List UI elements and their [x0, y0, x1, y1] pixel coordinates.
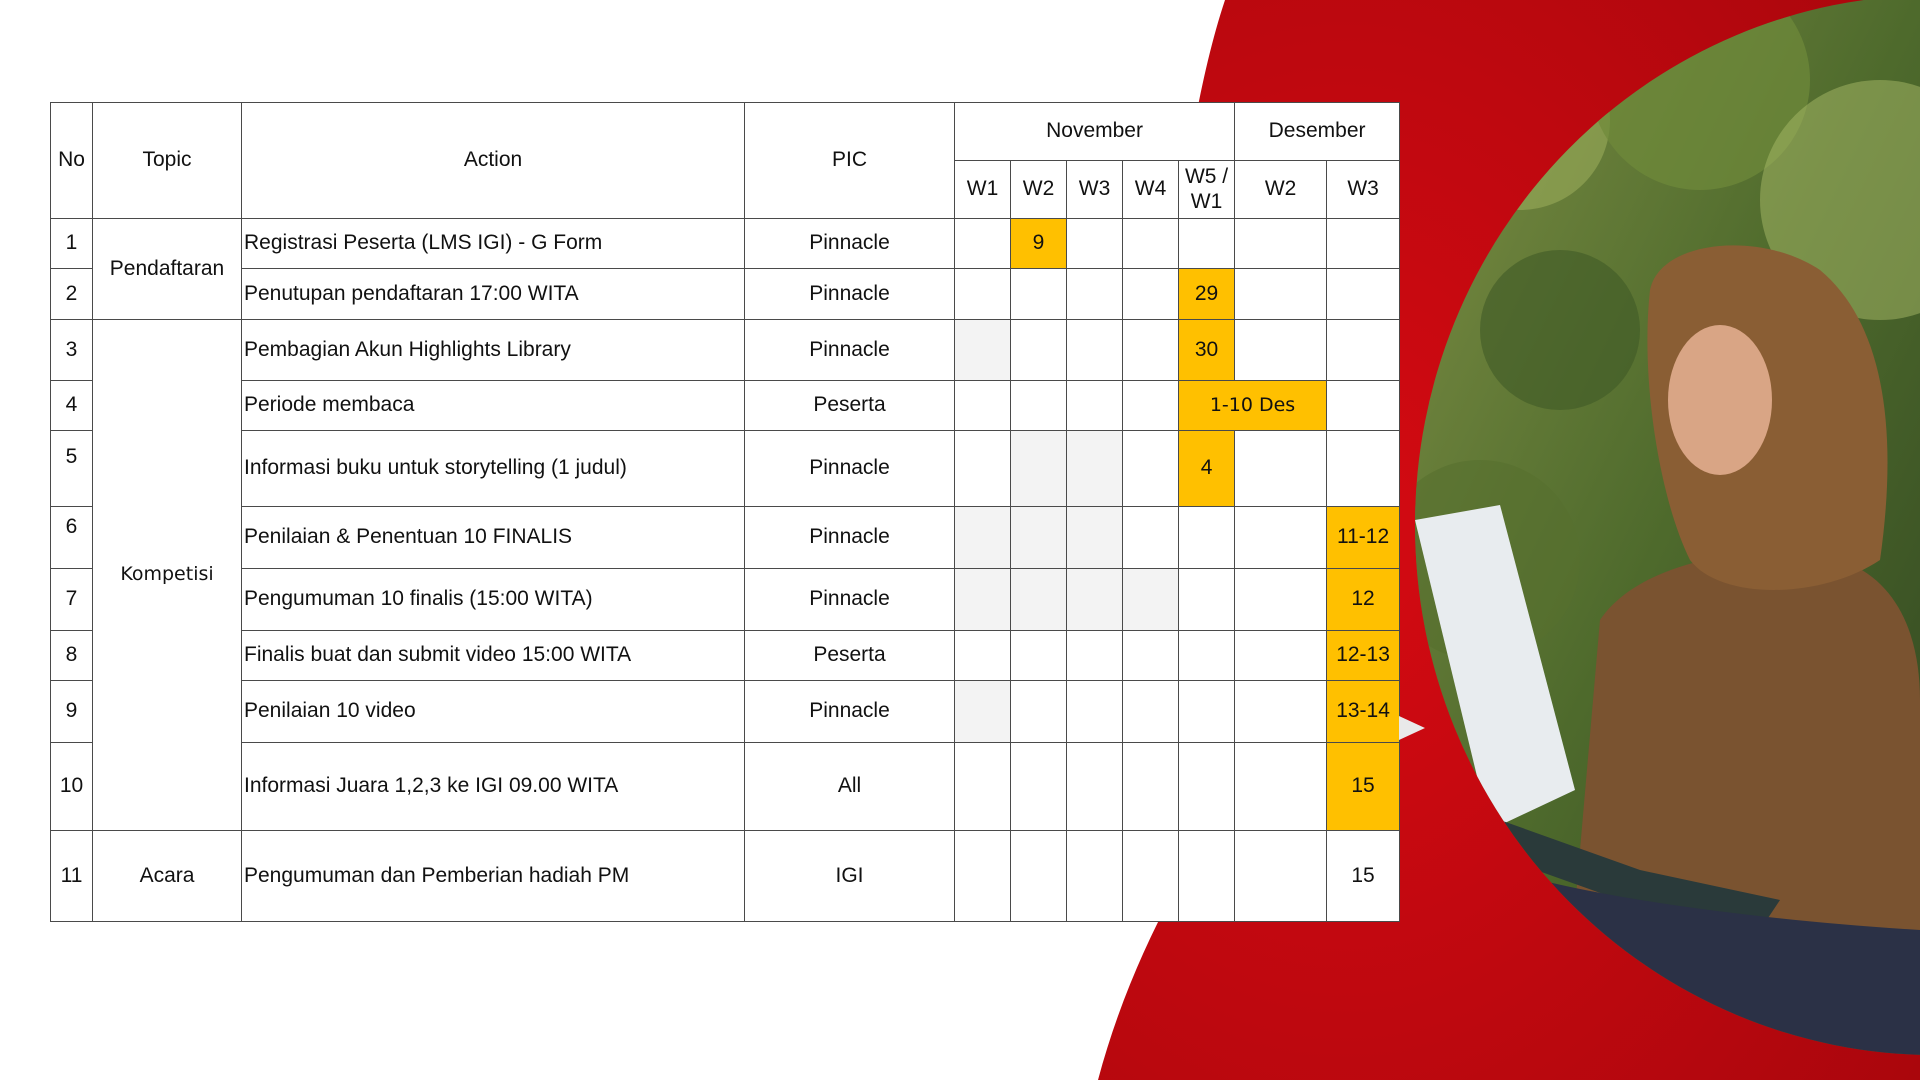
week-cell — [1235, 569, 1327, 631]
row-number: 11 — [51, 831, 93, 922]
week-cell — [955, 431, 1011, 507]
week-cell — [1123, 743, 1179, 831]
schedule-table — [50, 102, 1400, 922]
pic-cell: Pinnacle — [745, 507, 955, 569]
week-cell — [1011, 681, 1067, 743]
week-cell-highlight: 4 — [1179, 431, 1235, 507]
pic-cell: Pinnacle — [745, 431, 955, 507]
row-number: 10 — [51, 743, 93, 831]
week-cell — [955, 569, 1011, 631]
row-number: 1 — [51, 219, 93, 269]
week-cell — [1327, 381, 1400, 431]
header-week: W3 — [1327, 161, 1400, 219]
week-cell-highlight: 11-12 — [1327, 507, 1400, 569]
action-cell: Informasi Juara 1,2,3 ke IGI 09.00 WITA — [242, 743, 745, 831]
table-row — [51, 320, 1400, 381]
pic-cell: Peserta — [745, 631, 955, 681]
header-month-desember: Desember — [1235, 103, 1400, 161]
week-cell — [1067, 681, 1123, 743]
week-cell — [1235, 507, 1327, 569]
week-cell — [955, 507, 1011, 569]
week-cell — [1235, 269, 1327, 320]
row-number: 3 — [51, 320, 93, 381]
week-cell — [1235, 681, 1327, 743]
row-number: 9 — [51, 681, 93, 743]
week-cell — [1067, 219, 1123, 269]
week-cell-highlight: 1-10 Des — [1179, 381, 1327, 431]
table-row — [51, 381, 1400, 431]
week-cell — [1123, 269, 1179, 320]
week-cell — [1067, 831, 1123, 922]
week-cell — [1179, 219, 1235, 269]
row-number: 2 — [51, 269, 93, 320]
week-cell: 15 — [1327, 831, 1400, 922]
header-week: W4 — [1123, 161, 1179, 219]
week-cell — [1235, 743, 1327, 831]
week-cell — [1123, 431, 1179, 507]
action-cell: Penutupan pendaftaran 17:00 WITA — [242, 269, 745, 320]
header-month-november: November — [955, 103, 1235, 161]
week-cell — [955, 219, 1011, 269]
week-cell — [1123, 381, 1179, 431]
week-cell — [1123, 320, 1179, 381]
week-cell-highlight: 29 — [1179, 269, 1235, 320]
week-cell-highlight: 12 — [1327, 569, 1400, 631]
header-week: W3 — [1067, 161, 1123, 219]
table-row — [51, 507, 1400, 569]
week-cell — [955, 831, 1011, 922]
week-cell — [1011, 743, 1067, 831]
week-cell — [1179, 631, 1235, 681]
table-row — [51, 269, 1400, 320]
table-row — [51, 569, 1400, 631]
week-cell — [1067, 743, 1123, 831]
week-cell — [1011, 631, 1067, 681]
week-cell — [1011, 320, 1067, 381]
week-cell — [1123, 631, 1179, 681]
action-cell: Penilaian & Penentuan 10 FINALIS — [242, 507, 745, 569]
week-cell — [955, 631, 1011, 681]
action-cell: Pembagian Akun Highlights Library — [242, 320, 745, 381]
row-number: 7 — [51, 569, 93, 631]
pic-cell: IGI — [745, 831, 955, 922]
table-row — [51, 681, 1400, 743]
week-cell — [1179, 569, 1235, 631]
week-cell — [1235, 631, 1327, 681]
week-cell-highlight: 12-13 — [1327, 631, 1400, 681]
pic-cell: Pinnacle — [745, 569, 955, 631]
week-cell — [1011, 831, 1067, 922]
week-cell — [1067, 507, 1123, 569]
action-cell: Informasi buku untuk storytelling (1 judul) — [242, 431, 745, 507]
week-cell — [1327, 219, 1400, 269]
week-cell — [955, 269, 1011, 320]
pic-cell: Pinnacle — [745, 269, 955, 320]
header-week: W1 — [955, 161, 1011, 219]
header-topic: Topic — [93, 103, 242, 219]
week-cell — [1123, 831, 1179, 922]
week-cell — [1123, 219, 1179, 269]
week-cell — [1011, 381, 1067, 431]
week-cell — [1067, 381, 1123, 431]
table-row — [51, 831, 1400, 922]
week-cell — [1011, 569, 1067, 631]
week-cell — [1067, 631, 1123, 681]
table-row — [51, 743, 1400, 831]
week-cell — [1235, 320, 1327, 381]
header-action: Action — [242, 103, 745, 219]
action-cell: Penilaian 10 video — [242, 681, 745, 743]
week-cell — [1179, 681, 1235, 743]
callout-arrow — [1399, 716, 1425, 740]
week-cell — [1123, 507, 1179, 569]
week-cell — [1327, 431, 1400, 507]
header-row-top — [51, 103, 1400, 161]
week-cell-highlight: 15 — [1327, 743, 1400, 831]
topic-cell: Kompetisi — [93, 320, 242, 831]
table-row — [51, 431, 1400, 507]
header-week: W5 / W1 — [1179, 161, 1235, 219]
pic-cell: Pinnacle — [745, 320, 955, 381]
table-row — [51, 219, 1400, 269]
row-number: 5 — [51, 431, 93, 507]
week-cell — [955, 681, 1011, 743]
row-number: 8 — [51, 631, 93, 681]
action-cell: Finalis buat dan submit video 15:00 WITA — [242, 631, 745, 681]
topic-cell: Acara — [93, 831, 242, 922]
week-cell-highlight: 9 — [1011, 219, 1067, 269]
header-week: W2 — [1235, 161, 1327, 219]
week-cell — [1011, 269, 1067, 320]
week-cell — [1067, 431, 1123, 507]
week-cell — [1011, 507, 1067, 569]
table-row — [51, 631, 1400, 681]
header-week: W2 — [1011, 161, 1067, 219]
row-number: 6 — [51, 507, 93, 569]
week-cell — [1235, 219, 1327, 269]
week-cell — [1123, 681, 1179, 743]
week-cell-highlight: 30 — [1179, 320, 1235, 381]
pic-cell: Pinnacle — [745, 681, 955, 743]
week-cell — [1179, 831, 1235, 922]
week-cell — [1179, 743, 1235, 831]
action-cell: Pengumuman dan Pemberian hadiah PM — [242, 831, 745, 922]
week-cell — [1235, 831, 1327, 922]
header-no: No — [51, 103, 93, 219]
action-cell: Pengumuman 10 finalis (15:00 WITA) — [242, 569, 745, 631]
pic-cell: Peserta — [745, 381, 955, 431]
week-cell — [1235, 431, 1327, 507]
week-cell — [955, 743, 1011, 831]
week-cell-highlight: 13-14 — [1327, 681, 1400, 743]
week-cell — [1067, 320, 1123, 381]
week-cell — [1327, 269, 1400, 320]
pic-cell: Pinnacle — [745, 219, 955, 269]
week-cell — [955, 320, 1011, 381]
topic-cell: Pendaftaran — [93, 219, 242, 320]
week-cell — [1327, 320, 1400, 381]
action-cell: Registrasi Peserta (LMS IGI) - G Form — [242, 219, 745, 269]
week-cell — [1123, 569, 1179, 631]
row-number: 4 — [51, 381, 93, 431]
week-cell — [1011, 431, 1067, 507]
pic-cell: All — [745, 743, 955, 831]
week-cell — [1067, 569, 1123, 631]
header-pic: PIC — [745, 103, 955, 219]
week-cell — [1067, 269, 1123, 320]
action-cell: Periode membaca — [242, 381, 745, 431]
week-cell — [1179, 507, 1235, 569]
week-cell — [955, 381, 1011, 431]
